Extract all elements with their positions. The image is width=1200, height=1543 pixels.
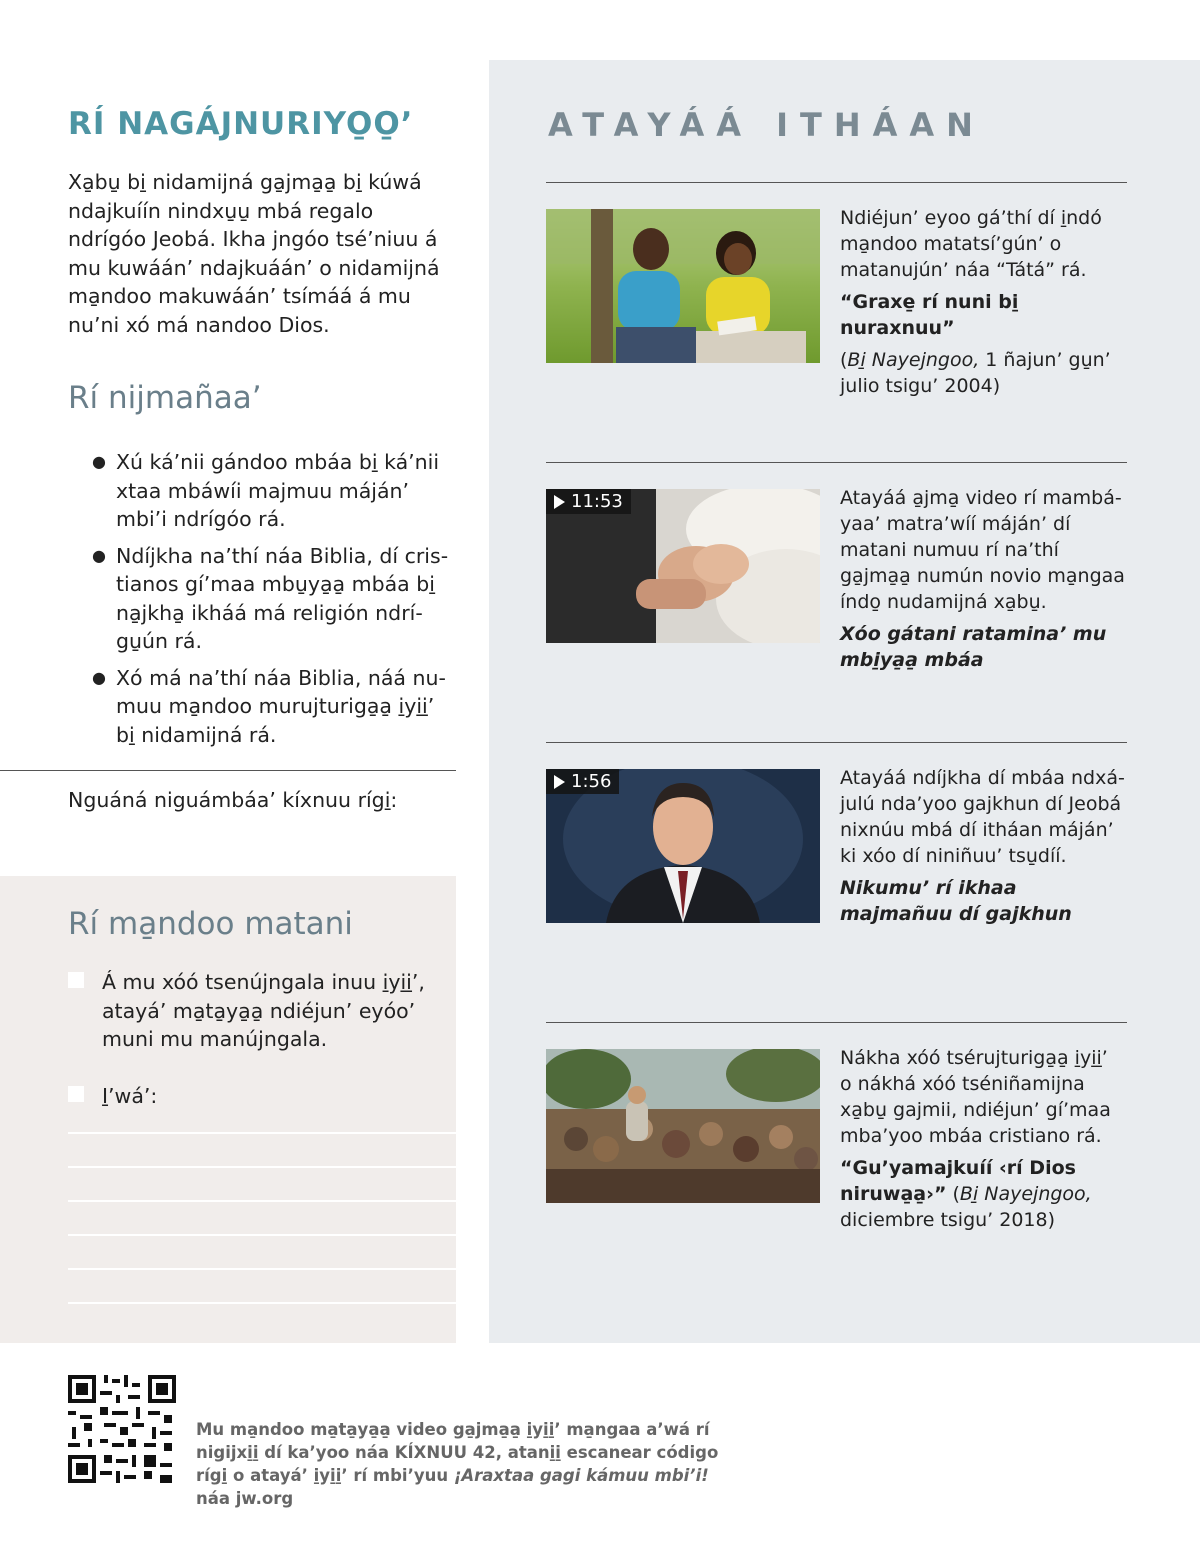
footer-text-part: Mu ma̱ndoo ma̱ta̱ya̱a̱ video ga̱jma̱a̱ i̱yi̱i̱’ ma̱ngaa a’wá rí nigijxi̱i̱ dí ka’yoo náa KÍXNUU 42, atani̱i̱ escanear código rígi̱ o atayá’ i̱yi̱i̱’ rí mbi’yuu <box>196 1420 719 1485</box>
review-list <box>92 448 454 757</box>
divider <box>546 1022 1127 1023</box>
source-paren: ( <box>840 349 848 371</box>
duration-text: 1:56 <box>571 771 612 792</box>
goal-item <box>68 1082 448 1111</box>
couple-reading-image <box>546 209 820 363</box>
crowd-painting-image <box>546 1049 820 1203</box>
review-item-text: Xú ká’nii gándoo mbáa bi̱ ká’nii xtaa mbáwíi majmuu máján’ mbi’i ndrígóo rá. <box>116 450 440 531</box>
article-source <box>840 347 1125 399</box>
article-description: Ndiéjun’ eyoo gá’thí dí i̱ndó ma̱ndoo matatsí’gún’ o matanujún’ náa “Tátá” rá. <box>840 207 1102 281</box>
video-duration-badge <box>546 489 631 514</box>
video-title-link[interactable]: Nikumu’ rí ikhaa majmañuu dí gajkhun <box>840 877 1072 925</box>
footer-site-link[interactable]: náa jw.org <box>196 1489 294 1508</box>
writing-line[interactable] <box>68 1200 456 1202</box>
bullet-icon: ● <box>92 452 106 471</box>
writing-line[interactable] <box>68 1268 456 1270</box>
explore-heading: ATAYÁÁ ITHÁAN <box>548 106 985 144</box>
play-icon <box>554 495 565 509</box>
review-heading: Rí nijmañaa’ <box>68 380 262 416</box>
writing-line[interactable] <box>68 1132 456 1134</box>
source-date: diciembre tsigu’ 2018) <box>840 1209 1056 1231</box>
review-item-text: Xó má na’thí náa Biblia, náá numuu ma̱ndoo murujturiga̱a̱ i̱yi̱i̱’ bi̱ nidamijná rá. <box>116 665 446 747</box>
divider <box>546 742 1127 743</box>
source-publication: Bi̱ Nayejngoo, <box>959 1183 1092 1205</box>
video-thumbnail[interactable] <box>546 769 820 923</box>
divider <box>546 182 1127 183</box>
divider <box>0 770 456 771</box>
article-info <box>840 1045 1125 1239</box>
article-info <box>840 205 1125 405</box>
goals-heading: Rí ma̱ndoo matani <box>68 906 353 942</box>
goal-checkbox[interactable] <box>68 1086 84 1102</box>
summary-text: Xa̱bu̱ bi̱ nidamijná ga̱jma̱a̱ bi̱ kúwá ndajkuíín nindxu̱u̱ mbá regalo ndrígóo Jeobá. Ikha jngóo tsé’niuu á mu kuwáán’ ndajkuáán’ o nidamijná ma̱ndoo makuwáán’ tsímáá á mu nu’ni xó má nandoo Dios. <box>68 170 440 337</box>
video-duration-badge <box>546 769 619 794</box>
goals-panel <box>0 876 456 1343</box>
review-item <box>92 664 454 750</box>
video-description: Atayáá a̱jma̱ video rí mambáyaa’ matra’wíí máján’ dí matani numuu rí na’thí ga̱jma̱a̱ numún novio ma̱ngaa índo̱ nudamijná xa̱bu̱. <box>840 487 1125 613</box>
footer-text <box>196 1418 736 1510</box>
video-info <box>840 485 1125 679</box>
video-info <box>840 765 1125 933</box>
writing-line[interactable] <box>68 1234 456 1236</box>
qr-code[interactable] <box>68 1375 176 1483</box>
duration-text: 11:53 <box>571 491 623 512</box>
summary-heading: RÍ NAGÁJNURIYO̱O̱’ <box>68 106 414 142</box>
article-thumbnail[interactable] <box>546 1049 820 1203</box>
question-prompt: Nguáná niguámbáa’ kíxnuu rígi̱: <box>68 788 398 812</box>
review-item <box>92 542 454 656</box>
article-title-link[interactable]: “Gu’yamajkuíí ‹rí Dios niruwa̱a̱›” <box>840 1157 1076 1205</box>
qr-code-icon <box>68 1375 176 1483</box>
footer-brochure-title: ¡Araxtaa gagi kámuu mbi’i! <box>453 1466 709 1485</box>
source-paren: ( <box>946 1183 960 1205</box>
goal-other-label: I̱’wá’: <box>102 1084 158 1108</box>
review-item <box>92 448 454 534</box>
bullet-icon: ● <box>92 545 106 565</box>
bullet-icon: ● <box>92 667 106 687</box>
video-thumbnail[interactable] <box>546 489 820 643</box>
writing-line[interactable] <box>68 1302 456 1304</box>
article-title-link[interactable]: “Graxe̱ rí nuni bi̱ nuraxnuu” <box>840 291 1019 339</box>
goal-checkbox[interactable] <box>68 972 84 988</box>
writing-line[interactable] <box>68 1166 456 1168</box>
article-thumbnail[interactable] <box>546 209 820 363</box>
source-publication: Bi̱ Nayejngoo, <box>847 349 980 371</box>
video-title-link[interactable]: Xóo gátani ratamina’ mu mbi̱ya̱a̱ mbáa <box>840 623 1107 671</box>
source-date: 1 ñajun’ gu̱n’ julio tsigu’ 2004) <box>840 349 1111 397</box>
video-description: Atayáá ndíjkha dí mbáa ndxájulú nda’yoo gajkhun dí Jeobá nixnúu mbá dí itháan máján’ ki xóo dí niniñuu’ tsu̱díí. <box>840 767 1125 867</box>
review-item-text: Ndíjkha na’thí náa Biblia, dí cristianos gí’maa mbu̱ya̱a̱ mbáa bi̱ na̱jkha̱ ikháá má religión ndrígu̱ún rá. <box>116 543 449 653</box>
article-title-and-source <box>840 1155 1125 1233</box>
goal-text: Á mu xóó tsenújngala inuu i̱yi̱i̱’, atayá’ ma̱ta̱ya̱a̱ ndiéjun’ eyóo’ muni mu manújngala. <box>102 970 425 1051</box>
article-description: Nákha xóó tsérujturiga̱a̱ i̱yi̱i̱’ o nákhá xóó tséniñamijna xa̱bu̱ gajmii, ndiéjun’ gí’maa mba’yoo mbáa cristiano rá. <box>840 1047 1111 1147</box>
goal-item <box>68 968 448 1054</box>
play-icon <box>554 775 565 789</box>
divider <box>546 462 1127 463</box>
